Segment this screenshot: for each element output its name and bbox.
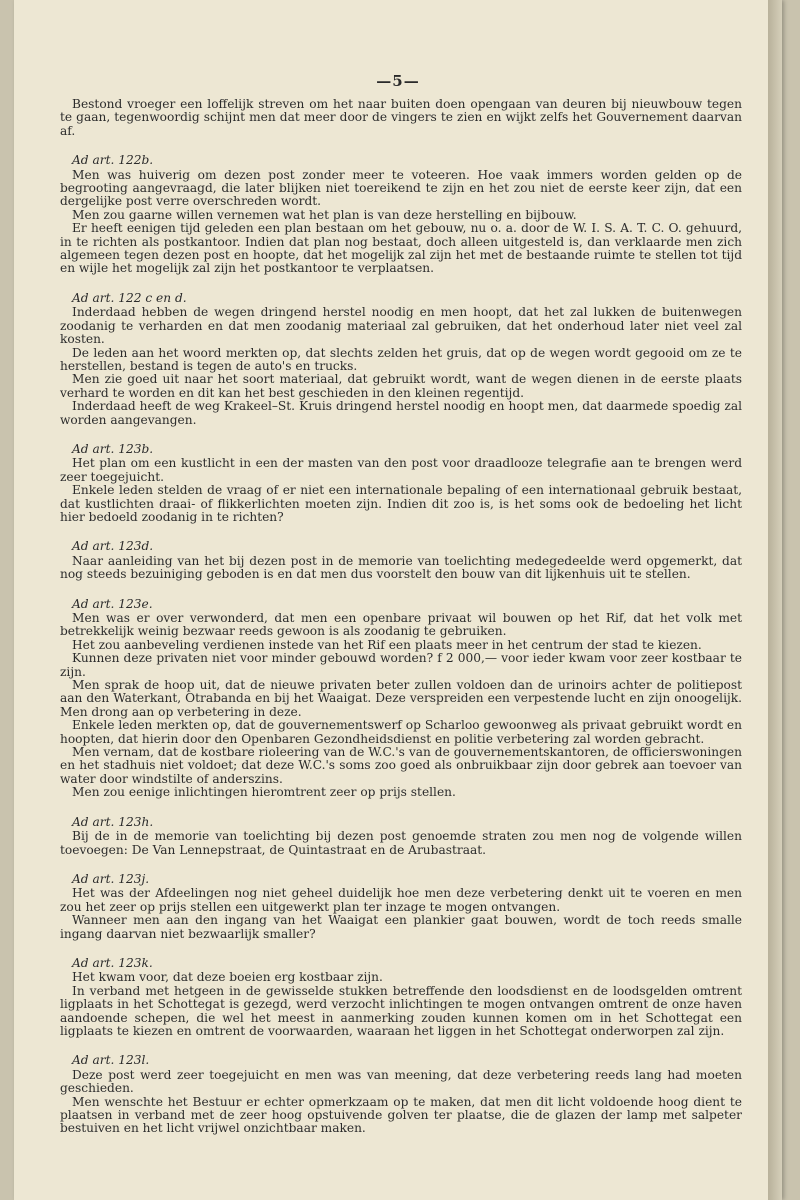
paragraph: Deze post werd zeer toegejuicht en men was van meening, dat deze verbetering reeds lang had moeten geschieden.	[60, 1067, 742, 1096]
paragraph: Men was huiverig om dezen post zonder meer te voteeren. Hoe vaak immers worden gelden op de begrooting aangevraagd, die later blijken niet toereikend te zijn en het zou niet de eerste keer zijn, dat een dergelijke post verre overschreden wordt.	[60, 167, 742, 209]
document-page	[14, 0, 782, 1200]
paragraph: Enkele leden merkten op, dat de gouvernementswerf op Scharloo gewoonweg als privaat gebruikt wordt en hoopten, dat hierin door den Openbaren Gezondheidsdienst en politie verbetering zal worden gebracht.	[60, 718, 742, 746]
paragraph: Het plan om een kustlicht in een der masten van den post voor draadlooze telegrafie aan te brengen werd zeer toegejuicht.	[60, 456, 742, 484]
page-body	[60, 98, 742, 1152]
paragraph: In verband met hetgeen in de gewisselde stukken betreffende den loodsdienst en de loodsgelden omtrent ligplaats in het Schottegat is gezegd, werd verzocht inlichtingen te mogen ontvangen omtrent de onze haven aandoende schepen, die wel het meest in aanmerking zouden kunnen komen om in het Schottegat een ligplaats te kiezen en omtrent de voorwaarden, waaraan het liggen in het Schottegat onderworpen zal zijn.	[60, 983, 742, 1038]
section-art-122cd	[60, 292, 742, 427]
paragraph: Men zou eenige inlichtingen hieromtrent zeer op prijs stellen.	[72, 785, 456, 800]
paragraph: Kunnen deze privaten niet voor minder gebouwd worden? f 2 000,— voor ieder kwam voor zeer kostbaar te zijn.	[60, 651, 742, 679]
paragraph: De leden aan het woord merkten op, dat slechts zelden het gruis, dat op de wegen wordt gegooid om ze te herstellen, bestand is tegen de auto's en trucks.	[60, 345, 742, 373]
section-heading: Ad art. 123h.	[72, 814, 154, 829]
section-heading: Ad art. 123e.	[72, 596, 153, 611]
paragraph: Men zie goed uit naar het soort materiaal, dat gebruikt wordt, want de wegen dienen in de eerste plaats verhard te worden en dit kan het best geschieden in den kleinen regentijd.	[60, 372, 742, 400]
section-heading: Ad art. 123k.	[72, 955, 153, 970]
paragraph: Enkele leden stelden de vraag of er niet een internationale bepaling of een internationaal gebruik bestaat, dat kustlichten draai- of flikkerlichten moeten zijn. Indien dit zoo is, is het soms ook de bedoeling het licht hier bedoeld zoodanig in te richten?	[60, 483, 742, 524]
section-art-123h	[60, 816, 742, 857]
paragraph: Naar aanleiding van het bij dezen post in de memorie van toelichting medegedeelde werd opgemerkt, dat nog steeds bezuiniging geboden is en dat men dus voorstelt den bouw van dit lijkenhuis uit te stellen.	[60, 553, 742, 582]
paragraph: Het kwam voor, dat deze boeien erg kostbaar zijn.	[72, 970, 383, 985]
paragraph: Men vernam, dat de kostbare rioleering van de W.C.'s van de gouvernementskantoren, de officierswoningen en het stadhuis niet voldoet; dat deze W.C.'s soms zoo goed als onbruikbaar zijn door gebrek aan toevoer van water door windstilte of anderszins.	[60, 745, 742, 786]
section-heading: Ad art. 123d.	[72, 539, 154, 554]
section-art-123l	[60, 1054, 742, 1135]
paragraph: Bij de in de memorie van toelichting bij dezen post genoemde straten zou men nog de volgende willen toevoegen: De Van Lennepstraat, de Quintastraat en de Arubastraat.	[60, 829, 742, 857]
paragraph: Men wenschte het Bestuur er echter opmerkzaam op te maken, dat men dit licht voldoende hoog dient te plaatsen in verband met de zeer hoog opstuivende golven ter plaatse, die de glazen der lamp met salpeter bestuiven en het licht vrijwel onzichtbaar maken.	[60, 1094, 742, 1136]
paragraph: Het was der Afdeelingen nog niet geheel duidelijk hoe men deze verbetering denkt uit te voeren en men zou het zeer op prijs stellen een uitgewerkt plan ter inzage te mogen ontvangen.	[60, 886, 742, 914]
page-number: —5—	[376, 72, 420, 90]
paragraph: Wanneer men aan den ingang van het Waaigat een plankier gaat bouwen, wordt de toch reeds smalle ingang daarvan niet bezwaarlijk smaller?	[60, 913, 742, 941]
paragraph: Inderdaad hebben de wegen dringend herstel noodig en men hoopt, dat het zal lukken de buitenwegen zoodanig te verharden en dat men zoodanig materiaal zal gebruiken, dat het onderhoud later niet veel zal kosten.	[60, 305, 742, 347]
section-heading: Ad art. 123l.	[72, 1053, 150, 1068]
paragraph: Men zou gaarne willen vernemen wat het plan is van deze herstelling en bijbouw.	[72, 207, 577, 222]
paragraph: Er heeft eenigen tijd geleden een plan bestaan om het gebouw, nu o. a. door de W. I. S. A. T. C. O. gehuurd, in te richten als postkantoor. Indien dat plan nog bestaat, doch alleen uitgesteld is, dan verklaarde men zich algemeen tegen dezen post en hoopte, dat het mogelijk zal zijn het met de bestaande ruimte te stellen tot tijd en wijle het mogelijk zal zijn het postkantoor te verplaatsen.	[60, 221, 742, 276]
section-art-123j	[60, 873, 742, 941]
paragraph: Men was er over verwonderd, dat men een openbare privaat wil bouwen op het Rif, dat het volk met betrekkelijk weinig bezwaar reeds gewoon is als zoodanig te gebruiken.	[60, 611, 742, 639]
section-art-123e	[60, 598, 742, 800]
section-heading: Ad art. 122b.	[72, 153, 154, 168]
section-art-123d	[60, 540, 742, 581]
section-intro	[60, 98, 742, 138]
paragraph: Het zou aanbeveling verdienen instede van het Rif een plaats meer in het centrum der stad te kiezen.	[72, 637, 702, 652]
section-art-122b	[60, 154, 742, 276]
paragraph: Bestond vroeger een loffelijk streven om het naar buiten doen opengaan van deuren bij nieuwbouw tegen te gaan, tegenwoordig schijnt men dat meer door de vingers te zien en wijkt zelfs het Gouvernement daarvan af.	[60, 97, 742, 138]
section-art-123b	[60, 443, 742, 524]
paragraph: Men sprak de hoop uit, dat de nieuwe privaten beter zullen voldoen dan de urinoirs achter de politiepost aan den Waterkant, Otrabanda en bij het Waaigat. Deze verspreiden een verpestende lucht en zijn onoogelijk. Men drong aan op verbetering in deze.	[60, 678, 742, 719]
section-art-123k	[60, 957, 742, 1038]
binding-edge	[768, 0, 782, 1200]
paragraph: Inderdaad heeft de weg Krakeel–St. Kruis dringend herstel noodig en hoopt men, dat daarmede spoedig zal worden aangevangen.	[60, 399, 742, 427]
section-heading: Ad art. 122 c en d.	[72, 290, 187, 305]
section-heading: Ad art. 123b.	[72, 441, 154, 456]
section-heading: Ad art. 123j.	[72, 871, 150, 886]
